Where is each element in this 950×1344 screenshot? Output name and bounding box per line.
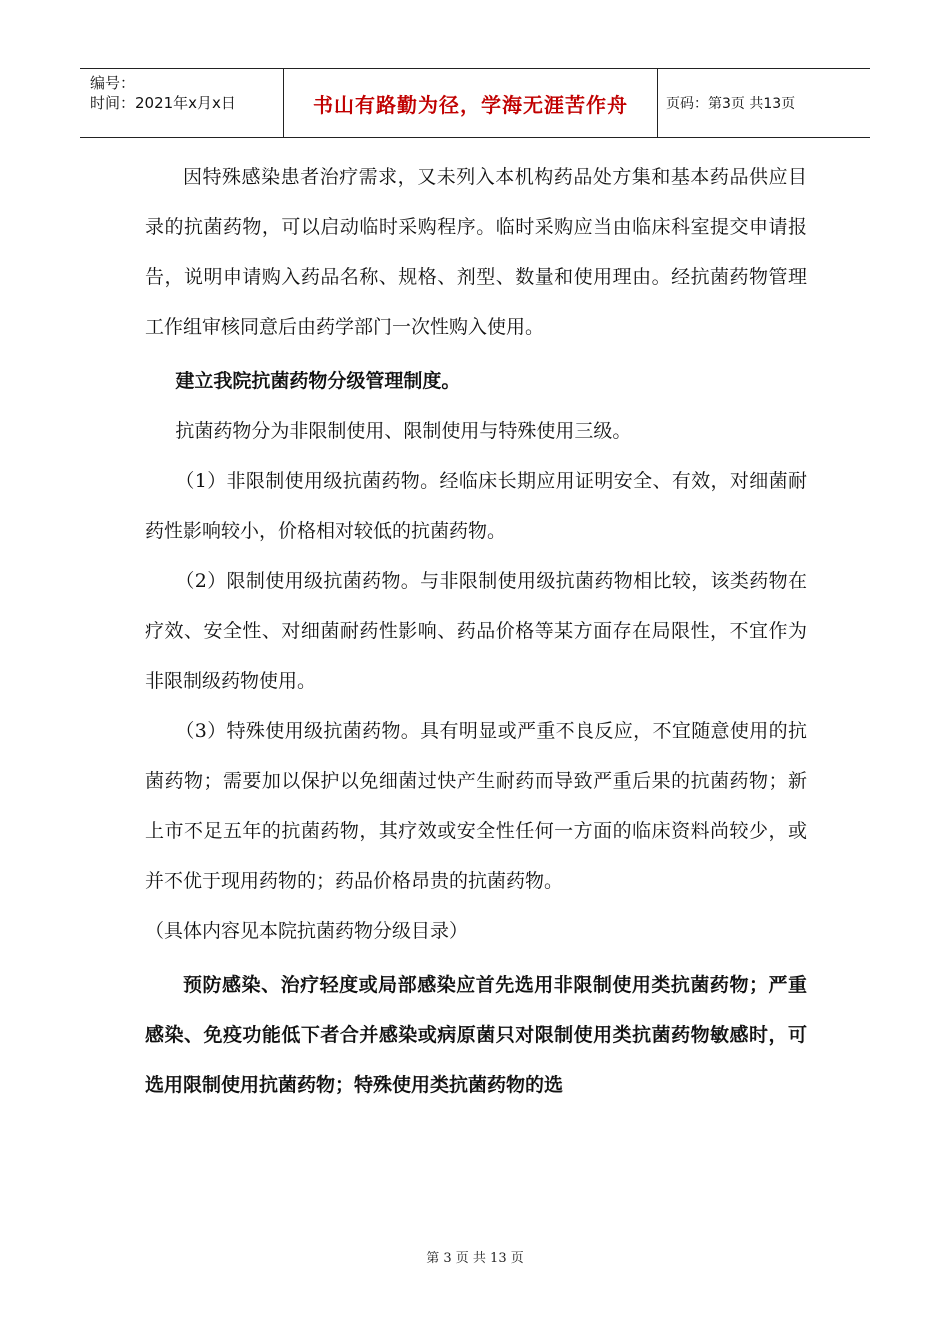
paragraph-level-1: （1）非限制使用级抗菌药物。经临床长期应用证明安全、有效，对细菌耐药性影响较小，价格相对较低的抗菌药物。 — [145, 470, 807, 542]
header-motto: 书山有路勤为径，学海无涯苦作舟 — [284, 69, 658, 137]
document-number-label: 编号： — [90, 74, 136, 92]
paragraph-level-2: （2）限制使用级抗菌药物。与非限制使用级抗菌药物相比较，该类药物在疗效、安全性、对细菌耐药性影响、药品价格等某方面存在局限性，不宜作为非限制级药物使用。 — [145, 570, 807, 692]
paragraph-temporary-procurement: 因特殊感染患者治疗需求，又未列入本机构药品处方集和基本药品供应目录的抗菌药物，可以启动临时采购程序。临时采购应当由临床科室提交申请报告，说明申请购入药品名称、规格、剂型、数量和使用理由。经抗菌药物管理工作组审核同意后由药学部门一次性购入使用。 — [145, 166, 807, 338]
page-footer: 第 3 页 共 13 页 — [426, 1251, 524, 1266]
document-time-label: 时间：2021年x月x日 — [90, 94, 236, 112]
paragraph-three-levels: 抗菌药物分为非限制使用、限制使用与特殊使用三级。 — [175, 420, 632, 442]
section-heading-classification: 建立我院抗菌药物分级管理制度。 — [175, 370, 461, 392]
header-page-info: 页码：第3页 共13页 — [666, 96, 796, 112]
paragraph-selection-principle: 预防感染、治疗轻度或局部感染应首先选用非限制使用类抗菌药物；严重感染、免疫功能低下者合并感染或病原菌只对限制使用类抗菌药物敏感时，可选用限制使用抗菌药物；特殊使用类抗菌药物的选 — [145, 974, 807, 1096]
header-meta — [80, 69, 284, 137]
paragraph-see-catalog: （具体内容见本院抗菌药物分级目录） — [145, 920, 469, 942]
document-body — [145, 152, 807, 1110]
page-header — [80, 68, 870, 138]
paragraph-level-3: （3）特殊使用级抗菌药物。具有明显或严重不良反应，不宜随意使用的抗菌药物；需要加以保护以免细菌过快产生耐药而导致严重后果的抗菌药物；新上市不足五年的抗菌药物，其疗效或安全性任何一方面的临床资料尚较少，或并不优于现用药物的；药品价格昂贵的抗菌药物。 — [145, 720, 807, 892]
